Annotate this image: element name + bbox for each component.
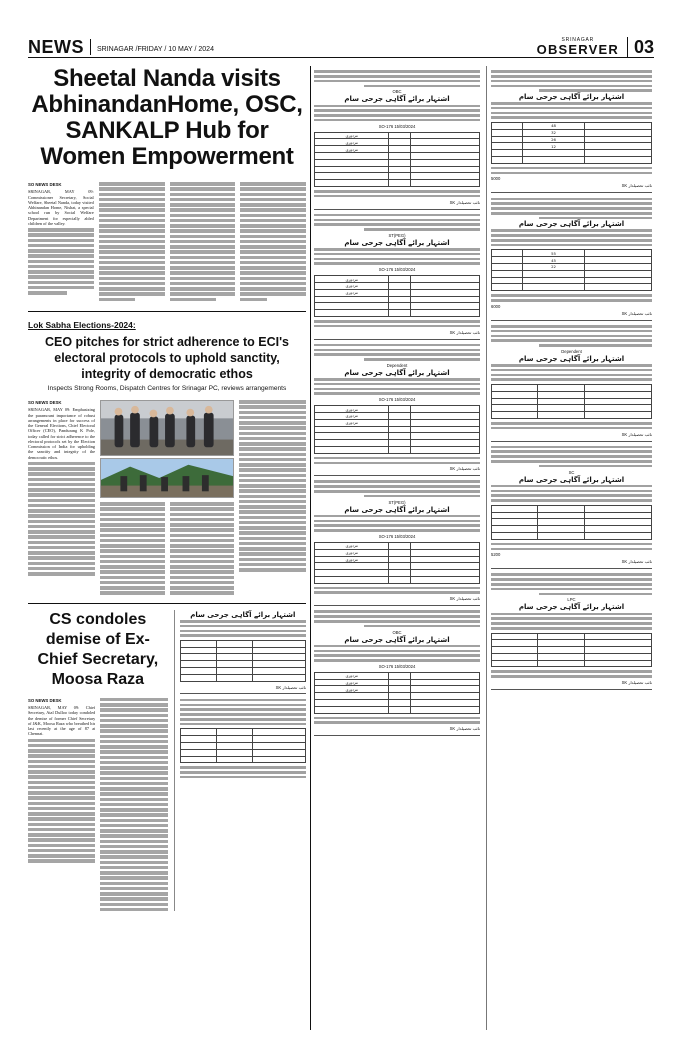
notice-title: اشتہار برائے آگاہی جرحی سام [344,368,450,377]
story-divider [28,311,306,312]
story-divider-2 [28,603,306,604]
notice-footer: نائب تحصیلدار SK [449,726,480,732]
notice-table [491,384,652,419]
urdu-notice [491,569,652,690]
story-sheetal-nanda [28,66,306,301]
notice-category-tag: ST(PEG) [388,232,406,238]
logo-city: SRINAGAR [561,37,595,43]
notice-title: اشتہار برائے آگاہی جرحی سام [518,92,625,101]
notice-table: 48 32 26 12 [491,122,652,164]
story1-col4 [240,182,306,301]
page-number: 03 [627,37,654,57]
notice-title: اشتہار برائے آگاہی جرحی سام [344,95,450,104]
urdu-notice-inline [180,610,306,690]
notice-table: مزدوری مزدوری مزدوری [314,405,480,454]
inline-notice-table [180,640,306,682]
urdu-notice [491,193,652,320]
column-rule [310,66,311,1030]
notice-title: اشتہار برائے آگاہی جرحی سام [518,475,625,484]
story3-byline: SO NEWS DESK [28,697,62,703]
notice-table [491,633,652,668]
story2-photos [100,400,234,498]
notice-reference: SO-176 15/03/2024 [378,267,416,273]
urdu-notice [491,321,652,442]
story2-photo-block [100,400,234,595]
notice-table: مزدوری مزدوری مزدوری [314,672,480,714]
strong-room-photo [100,458,234,498]
notice-category-tag: Dependent [561,348,582,354]
story2-kicker-label: Lok Sabha Elections-2024: [28,320,136,330]
notice-reference: SO-176 15/03/2024 [378,663,416,669]
notice-table: مزدوری مزدوری مزدوری [314,275,480,317]
notice-footer: نائب تحصیلدار SK [449,199,480,205]
notice-amount: 5000 [491,176,501,182]
story2-lead: SRINAGAR, MAY 09: Emphasizing the paramount importance of robust arrangements in place for success of the General Elections, Chief Electoral Officer (CEO), Pandurang K Pole, today called for strict adherence to the electoral protocols set by the Election Commission of India for upholding the sanctity and integrity of the democratic ethos. [28,407,95,460]
notice-table: مزدوری مزدوری مزدوری [314,542,480,584]
urdu-notice [491,442,652,570]
newspaper-logo [537,37,619,56]
story1-byline: SO NEWS DESK [28,182,62,187]
notice-title: اشتہار برائے آگاہی جرحی سام [344,505,450,514]
notice-category-tag: OBC [392,89,402,95]
story-ceo-elections [28,320,306,595]
story2-columns-under-photo [100,502,234,595]
notice-category-tag: LPC [567,597,576,603]
notice-footer: نائب تحصیلدار SK [621,310,652,316]
story1-col2 [99,182,165,301]
story-moosa-raza [28,610,306,912]
notice-category-tag: OBC [392,629,402,635]
urdu-notice [314,476,480,606]
urdu-notices [314,66,654,1030]
inline-notice-title: اشتہار برائے آگاہی جرحی سام [190,610,296,619]
notice-title: اشتہار برائے آگاہی جرحی سام [518,354,625,363]
notice-reference: SO-176 15/03/2024 [378,123,416,129]
english-stories [28,66,306,911]
story2-byline: SO NEWS DESK [28,400,62,405]
inline-footer-code: SK [275,684,282,690]
notice-category-tag: ST(PEG) [388,499,406,505]
story1-col3 [170,182,236,301]
dateline: SRINAGAR /FRIDAY / 10 MAY / 2024 [97,46,214,53]
logo-name: OBSERVER [536,42,619,57]
urdu-column-middle [314,66,480,1030]
notice-amount: 6000 [491,303,501,309]
notice-footer: نائب تحصیلدار SK [621,680,652,686]
story1-col1-text [28,228,94,295]
story1-headline: Sheetal Nanda visits AbhinandanHome, OSC, SANKALP Hub for Women Empowerment [31,65,303,170]
notice-table: 55 45 22 [491,249,652,291]
notice-footer: نائب تحصیلدار SK [621,559,652,565]
urdu-column-right [486,66,652,1030]
story1-col1 [28,182,94,301]
notice-table: مزدوری مزدوری مزدوری [314,132,480,187]
urdu-notice [314,210,480,340]
inspection-photo [100,400,234,456]
notice-table [491,505,652,540]
notice-amount: 5200 [491,552,501,558]
notice-title: اشتہار برائے آگاہی جرحی سام [344,238,450,247]
notice-category-tag: Dependent [386,362,408,368]
story2-body [28,400,306,595]
story2-kicker [28,320,306,330]
section-label: NEWS [28,37,84,57]
story3-headline: CS condoles demise of Ex-Chief Secretary, Moosa Raza [37,610,159,688]
story3-col1 [28,698,95,912]
story1-body [28,182,306,301]
masthead [28,36,654,58]
inline-footer-label: نائب تحصیلدار [282,684,306,690]
urdu-notice-inline-2 [180,693,306,779]
story3-col2 [100,698,167,912]
story2-headline: CEO pitches for strict adherence to ECI's electoral protocols to uphold sanctity, integrity of democratic ethos [44,335,289,381]
story3-lead: SRINAGAR, MAY 09: Chief Secretary, Atal Dulloo today condoled the demise of former Chief Secretary of J&K, Moosa Raza who breathed his last recently at the age of 87 at Chennai. [28,705,96,737]
masthead-separator [90,39,91,55]
urdu-notice [491,66,652,193]
urdu-notice [314,340,480,477]
story3-left [28,610,168,912]
notice-title: اشتہار برائے آگاہی جرحی سام [518,220,625,229]
story1-lead: SRINAGAR, MAY 09: Commissioner Secretary, Social Welfare, Sheetal Nanda, today visited Abhinandan Home, Nishat, a special school run by Social Welfare Department for especially abled children of the valley. [28,189,94,226]
notice-footer: نائب تحصیلدار SK [449,466,480,472]
notice-title: اشتہار برائے آگاہی جرحی سام [518,603,625,612]
notice-footer: نائب تحصیلدار SK [449,596,480,602]
notice-category-tag: SC [568,469,575,475]
notice-reference: SO-176 15/03/2024 [378,397,416,403]
urdu-notice [314,66,480,210]
notice-title: اشتہار برائے آگاہی جرحی سام [344,635,450,644]
notice-reference: SO-176 15/03/2024 [378,533,416,539]
urdu-notice [314,606,480,736]
story3-ads [174,610,306,912]
notice-footer: نائب تحصیلدار SK [449,329,480,335]
story2-col1 [28,400,95,595]
story2-deck: Inspects Strong Rooms, Dispatch Centres for Srinagar PC, reviews arrangements [47,385,287,392]
story2-col4 [239,400,306,595]
notice-footer: نائب تحصیلدار SK [621,183,652,189]
notice-footer: نائب تحصیلدار SK [621,431,652,437]
